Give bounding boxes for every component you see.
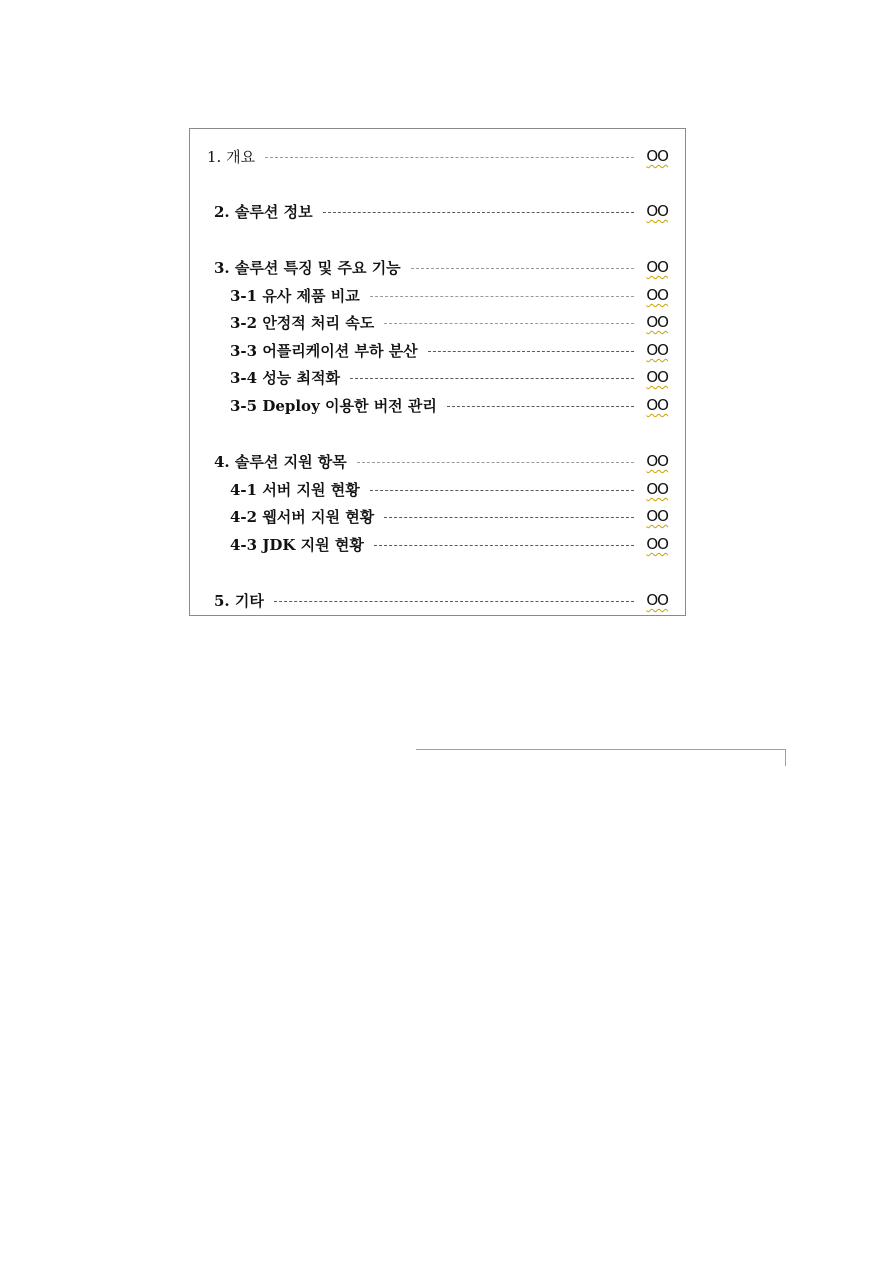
toc-page-number: OO — [646, 147, 668, 165]
toc-leader-dots — [265, 157, 634, 158]
toc-page-number: OO — [646, 286, 668, 304]
toc-leader-dots — [384, 517, 634, 518]
toc-leader-dots — [428, 351, 634, 352]
toc-item-label: 3-1 유사 제품 비교 — [230, 286, 360, 305]
toc-item-label: 4-1 서버 지원 현황 — [230, 480, 360, 499]
toc-item-1[interactable] — [207, 144, 668, 168]
toc-item-label: 3-3 어플리케이션 부하 분산 — [230, 341, 418, 360]
toc-item-label: 4. 솔루션 지원 항목 — [214, 452, 347, 471]
toc-item-label: 3. 솔루션 특징 및 주요 기능 — [214, 258, 401, 277]
toc-item-3-1[interactable] — [230, 283, 668, 307]
toc-page-number: OO — [646, 535, 668, 553]
toc-page-number: OO — [646, 480, 668, 498]
toc-item-label: 5. 기타 — [214, 591, 264, 610]
toc-leader-dots — [370, 296, 634, 297]
toc-item-4-3[interactable] — [230, 532, 668, 556]
toc-item-3-3[interactable] — [230, 338, 668, 362]
toc-page-number: OO — [646, 507, 668, 525]
toc-item-label: 4-3 JDK 지원 현황 — [230, 535, 364, 554]
toc-leader-dots — [411, 268, 634, 269]
table-of-contents — [189, 128, 686, 616]
toc-item-5[interactable] — [214, 588, 668, 612]
toc-item-label: 3-2 안정적 처리 속도 — [230, 313, 375, 332]
toc-item-label: 3-4 성능 최적화 — [230, 368, 340, 387]
toc-page-number: OO — [646, 396, 668, 414]
toc-leader-dots — [370, 490, 634, 491]
toc-page-number: OO — [646, 452, 668, 470]
toc-page-number: OO — [646, 258, 668, 276]
toc-page-number: OO — [646, 202, 668, 220]
toc-item-label: 2. 솔루션 정보 — [214, 202, 313, 221]
toc-page-number: OO — [646, 313, 668, 331]
toc-item-3-4[interactable] — [230, 365, 668, 389]
toc-item-label: 1. 개요 — [207, 147, 256, 166]
toc-leader-dots — [274, 601, 634, 602]
toc-page-number: OO — [646, 341, 668, 359]
toc-leader-dots — [323, 212, 634, 213]
toc-item-2[interactable] — [214, 199, 668, 223]
toc-item-4-2[interactable] — [230, 504, 668, 528]
toc-item-3[interactable] — [214, 255, 668, 279]
toc-page-number: OO — [646, 368, 668, 386]
toc-leader-dots — [447, 406, 634, 407]
toc-item-4[interactable] — [214, 449, 668, 473]
decorative-gold-rule — [416, 749, 786, 766]
toc-item-3-2[interactable] — [230, 310, 668, 334]
toc-item-label: 3-5 Deploy 이용한 버전 관리 — [230, 396, 437, 415]
toc-leader-dots — [384, 323, 634, 324]
toc-leader-dots — [350, 378, 634, 379]
toc-leader-dots — [357, 462, 634, 463]
toc-page-number: OO — [646, 591, 668, 609]
toc-leader-dots — [374, 545, 634, 546]
toc-item-label: 4-2 웹서버 지원 현황 — [230, 507, 375, 526]
toc-item-4-1[interactable] — [230, 477, 668, 501]
toc-item-3-5[interactable] — [230, 393, 668, 417]
